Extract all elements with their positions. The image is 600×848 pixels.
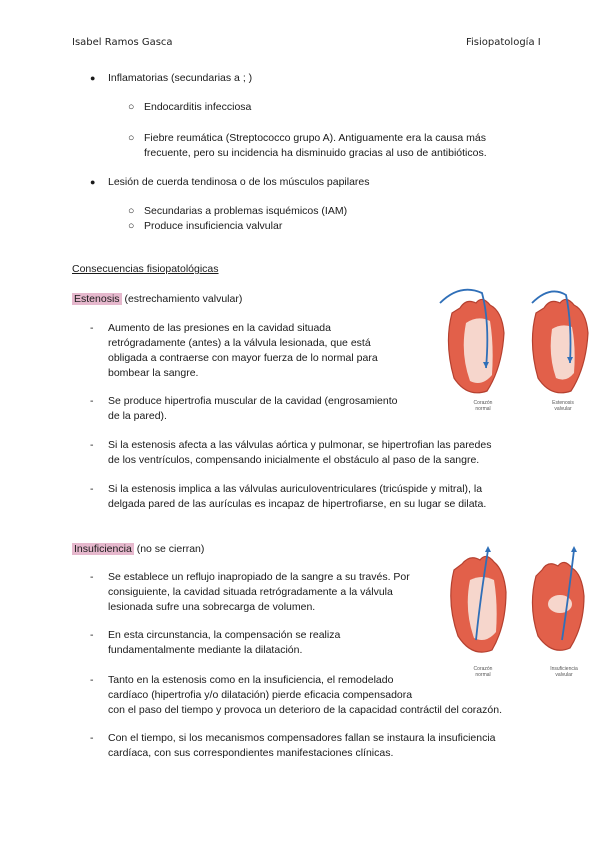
line: con el paso del tiempo y provoca un deterioro de la capacidad contráctil del corazón. <box>108 704 502 716</box>
dash: - <box>90 732 94 744</box>
dash: - <box>90 483 94 495</box>
fig-label-normal: Corazón normal <box>473 400 493 412</box>
header-subject: Fisiopatología I <box>466 37 541 48</box>
cause-fiebre-line1: Fiebre reumática (Streptococco grupo A). Antiguamente era la causa más <box>144 132 487 144</box>
cause-secundarias: Secundarias a problemas isquémicos (IAM) <box>144 205 348 217</box>
bullet-dot: ● <box>90 73 96 83</box>
line: lesionada sufre una sobrecarga de volumen. <box>108 601 316 613</box>
cause-inflamatorias: Inflamatorias (secundarias a ; ) <box>108 72 253 84</box>
line: Si la estenosis afecta a las válvulas aórtica y pulmonar, se hipertrofian las paredes <box>108 439 492 451</box>
dash: - <box>90 439 94 451</box>
estenosis-desc: (estrechamiento valvular) <box>124 293 243 305</box>
insuficiencia-item-3 <box>108 673 548 718</box>
cause-lesion: Lesión de cuerda tendinosa o de los músculos papilares <box>108 176 370 188</box>
insuficiencia-heart-figure <box>440 540 590 665</box>
estenosis-item-3 <box>108 438 548 468</box>
estenosis-term: Estenosis <box>74 293 120 305</box>
insuficiencia-item-4 <box>108 731 548 761</box>
bullet-circle: ○ <box>128 205 135 217</box>
header-author: Isabel Ramos Gasca <box>72 37 173 48</box>
line: Se establece un reflujo inapropiado de la sangre a su través. Por <box>108 571 410 583</box>
line: bombear la sangre. <box>108 367 199 379</box>
bullet-dot: ● <box>90 177 96 187</box>
insuficiencia-desc: (no se cierran) <box>136 543 205 555</box>
section-title: Consecuencias fisiopatológicas <box>72 263 219 275</box>
dash: - <box>90 629 94 641</box>
bullet-circle: ○ <box>128 101 135 113</box>
dash: - <box>90 322 94 334</box>
line: delgada pared de las aurículas es incapaz de hipertrofiarse, en su lugar se dilata. <box>108 498 487 510</box>
line: Aumento de las presiones en la cavidad situada <box>108 322 331 334</box>
line: Con el tiempo, si los mecanismos compensadores fallan se instaura la insuficiencia <box>108 732 496 744</box>
estenosis-heading <box>72 292 242 307</box>
dash: - <box>90 674 94 686</box>
fig-label-insuficiencia: Insuficiencia valvular <box>550 666 578 678</box>
line: Tanto en la estenosis como en la insuficiencia, el remodelado <box>108 674 394 686</box>
line: fundamentalmente mediante la dilatación. <box>108 644 303 656</box>
insuficiencia-item-2 <box>108 628 438 658</box>
stenosis-heart-illustration <box>532 291 588 392</box>
cause-endocarditis: Endocarditis infecciosa <box>144 101 252 113</box>
fig-label-normal: Corazón normal <box>473 666 493 678</box>
fig-label-estenosis: Estenosis valvular <box>552 400 574 412</box>
insuficiencia-heading <box>72 542 204 557</box>
line: En esta circunstancia, la compensación se realiza <box>108 629 341 641</box>
insuficiencia-item-1 <box>108 570 438 615</box>
line: de la pared). <box>108 410 167 422</box>
line: retrógradamente (antes) a la válvula lesionada, que está <box>108 337 371 349</box>
line: Si la estenosis implica a las válvulas auriculoventriculares (tricúspide y mitral), la <box>108 483 483 495</box>
normal-heart-illustration <box>440 290 504 393</box>
estenosis-item-2 <box>108 394 428 424</box>
line: consiguiente, la cavidad situada retrógradamente a la válvula <box>108 586 393 598</box>
line: cardíaco (hipertrofia y/o dilatación) pierde eficacia compensadora <box>108 689 413 701</box>
dash: - <box>90 571 94 583</box>
bullet-circle: ○ <box>128 220 135 232</box>
normal-heart-illustration <box>451 546 506 652</box>
dash: - <box>90 395 94 407</box>
line: de los ventrículos, compensando inicialmente el obstáculo al paso de la sangre. <box>108 454 480 466</box>
line: obligada a contraerse con mayor fuerza de lo normal para <box>108 352 378 364</box>
estenosis-item-4 <box>108 482 548 512</box>
insufficiency-heart-illustration <box>532 546 584 650</box>
estenosis-heart-figure <box>432 283 592 418</box>
cause-produce: Produce insuficiencia valvular <box>144 220 283 232</box>
line: Se produce hipertrofia muscular de la cavidad (engrosamiento <box>108 395 398 407</box>
cause-fiebre-line2: frecuente, pero su incidencia ha disminuido gracias al uso de antibióticos. <box>144 147 487 159</box>
line: cardíaca, con sus correspondientes manifestaciones clínicas. <box>108 747 394 759</box>
estenosis-item-1 <box>108 321 428 381</box>
bullet-circle: ○ <box>128 132 135 144</box>
insuficiencia-term: Insuficiencia <box>74 543 132 555</box>
